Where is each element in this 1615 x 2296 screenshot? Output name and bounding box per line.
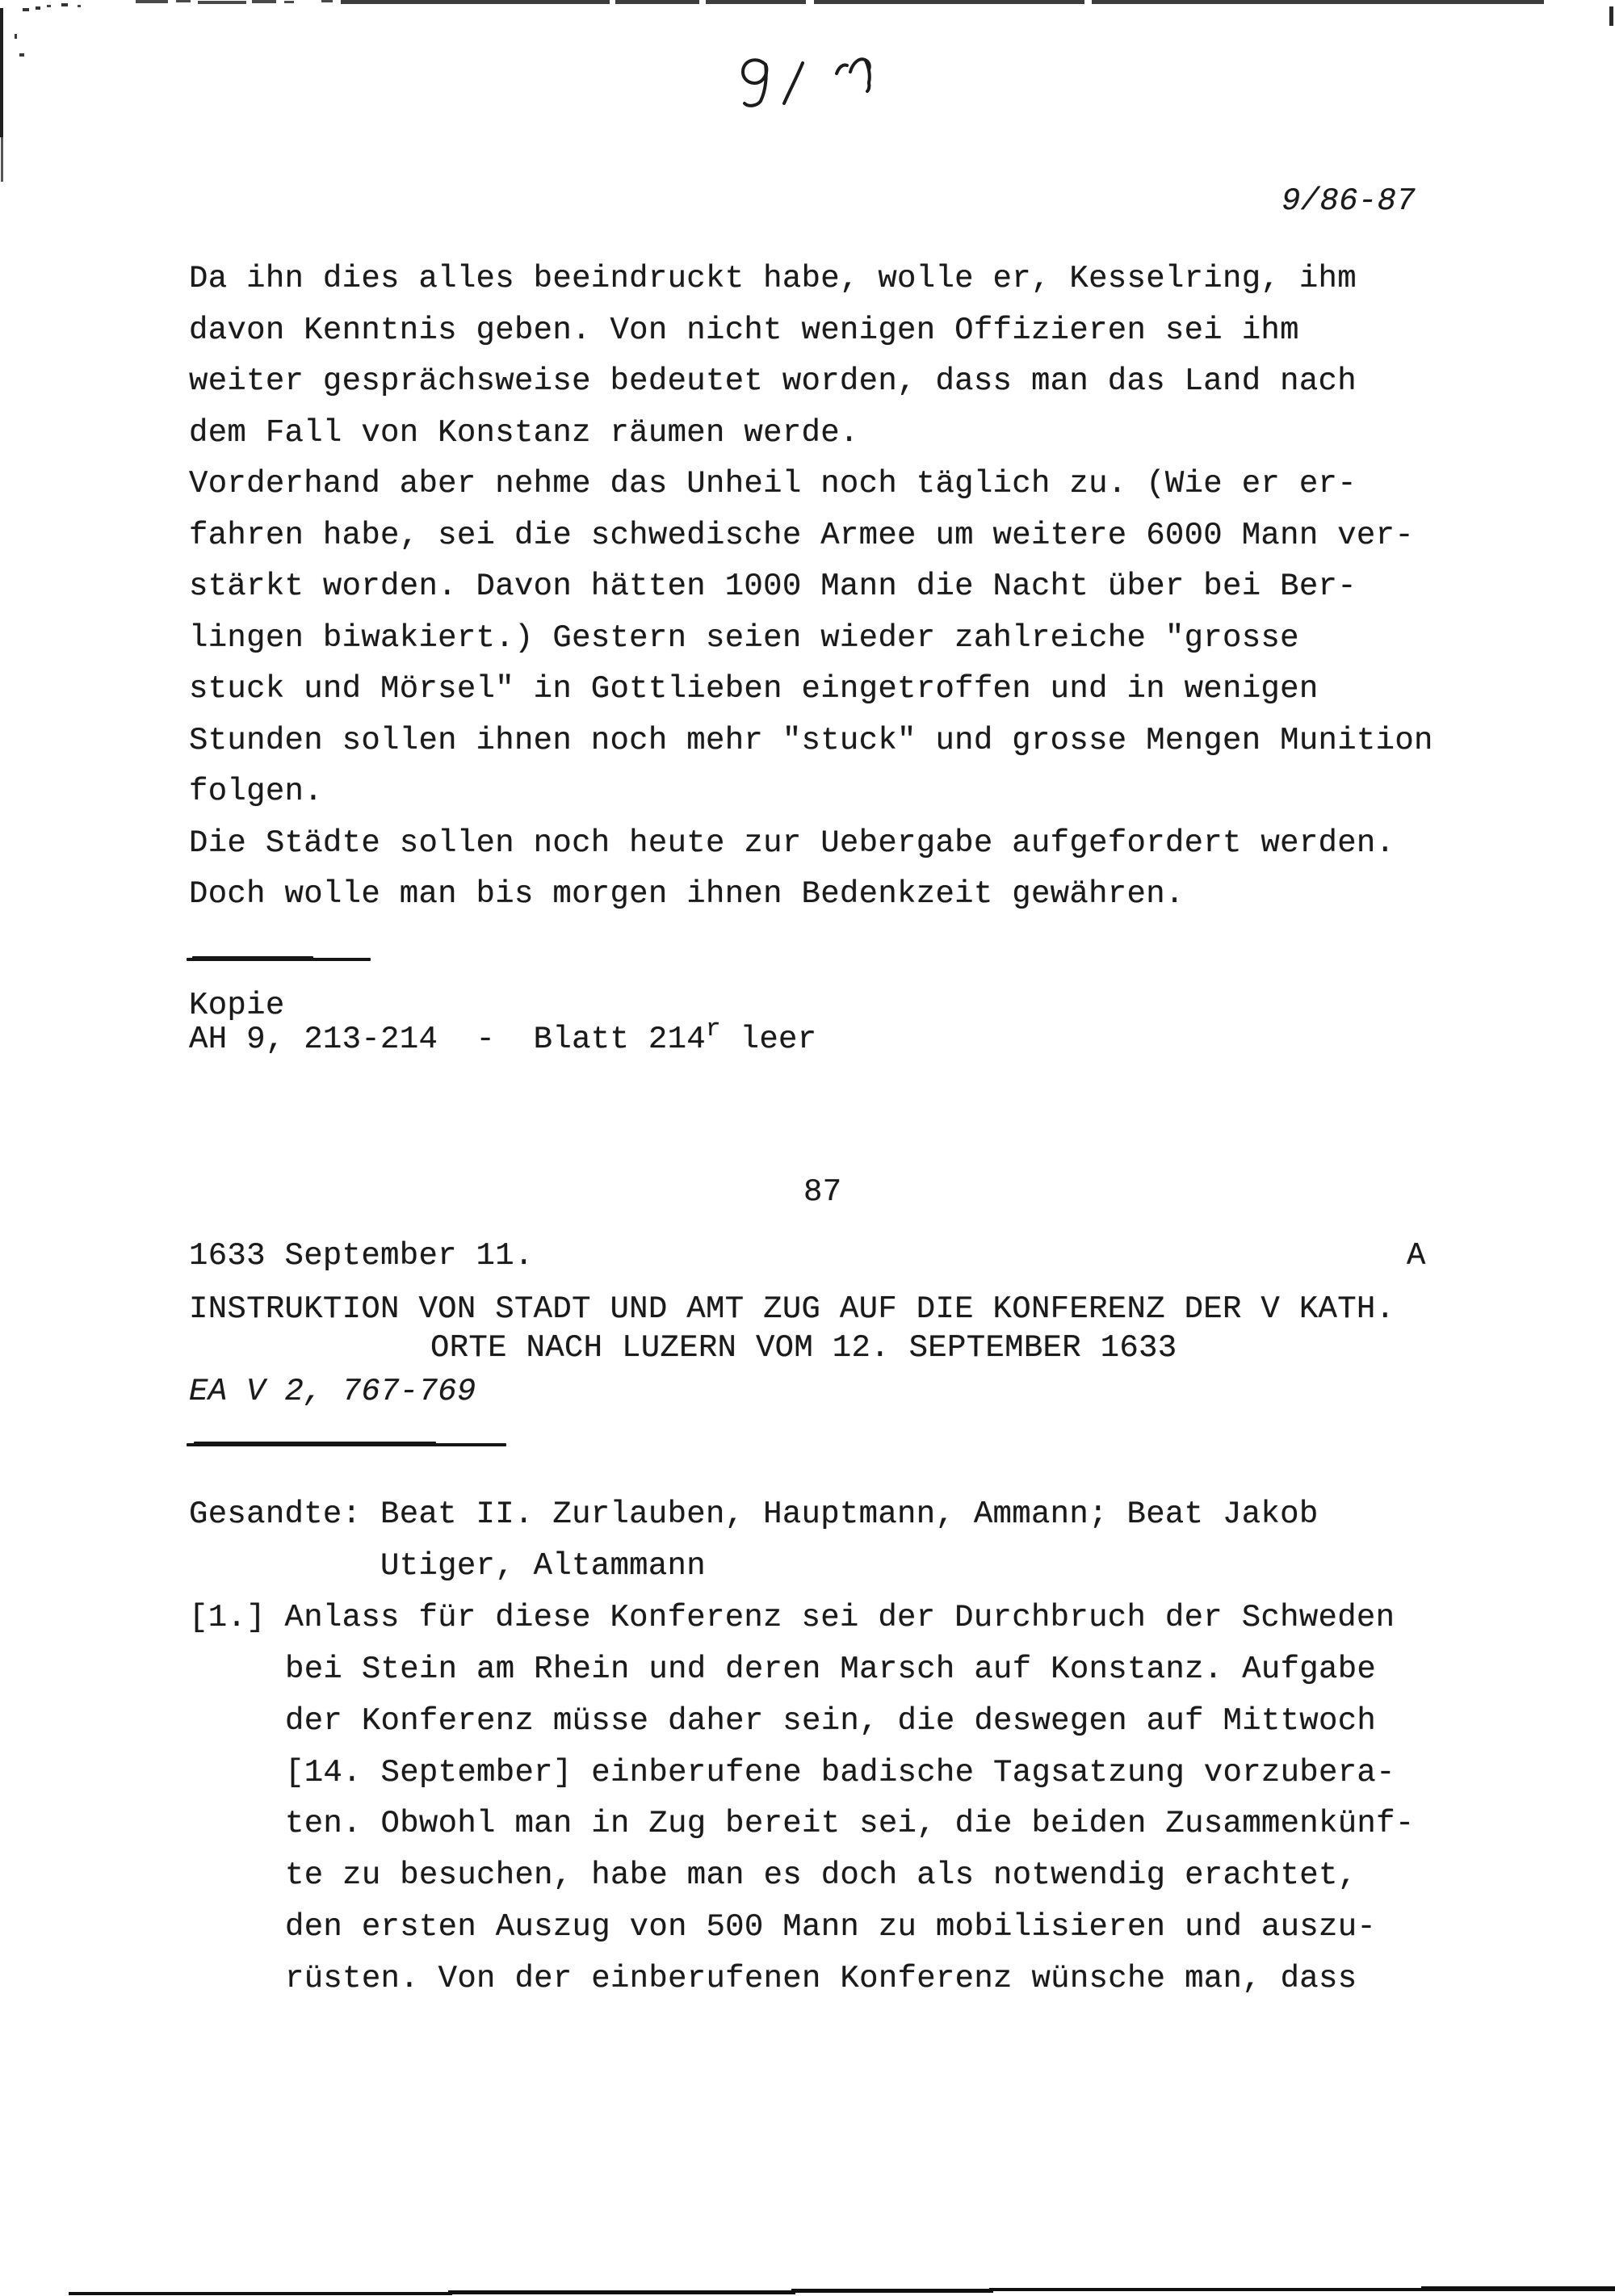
scan-mark xyxy=(791,2289,993,2293)
entry-item1-continuation-line: ten. Obwohl man in Zug bereit sei, die beiden Zusammenkünf- xyxy=(285,1806,1415,1841)
separator-rule-short-overlay xyxy=(192,956,313,959)
entry-source-reference: EA V 2, 767-769 xyxy=(189,1374,476,1409)
entry-item1-continuation-line: [14. September] einberufene badische Tagsatzung vorzubera- xyxy=(285,1755,1395,1790)
source-note-ah-line xyxy=(189,1015,817,1060)
scan-mark xyxy=(1421,2286,1615,2291)
scan-mark xyxy=(284,1,294,3)
body-text-line: stärkt worden. Davon hätten 1000 Mann die Nacht über bei Ber- xyxy=(189,569,1357,604)
scan-mark xyxy=(252,0,276,3)
scan-mark xyxy=(1092,0,1544,4)
entry-item1-first-line: [1.] Anlass für diese Konferenz sei der Durchbruch der Schweden xyxy=(189,1600,1395,1635)
source-note-ah-suffix: leer xyxy=(720,1022,817,1057)
scan-mark xyxy=(1,137,3,182)
scan-mark xyxy=(47,5,51,7)
body-text-line: lingen biwakiert.) Gestern seien wieder zahlreiche "grosse xyxy=(189,620,1299,656)
handwritten-page-number xyxy=(737,53,883,114)
scan-mark xyxy=(36,6,40,10)
body-text-line: Da ihn dies alles beeindruckt habe, wolle er, Kesselring, ihm xyxy=(189,261,1357,296)
scan-mark xyxy=(615,0,699,4)
body-text-line: weiter gesprächsweise bedeutet worden, dass man das Land nach xyxy=(189,363,1357,399)
scan-mark xyxy=(15,34,17,39)
entry-item1-continuation-line: der Konferenz müsse daher sein, die deswegen auf Mittwoch xyxy=(285,1703,1377,1739)
scan-mark xyxy=(989,2288,1425,2291)
body-text-line: Stunden sollen ihnen noch mehr "stuck" und grosse Mengen Munition xyxy=(189,723,1433,758)
body-text-line: stuck und Mörsel" in Gottlieben eingetroffen und in wenigen xyxy=(189,671,1319,707)
entry-item1-continuation-line: den ersten Auszug von 500 Mann zu mobilisieren und auszu- xyxy=(285,1909,1377,1945)
body-text-line: fahren habe, sei die schwedische Armee um weitere 6000 Mann ver- xyxy=(189,518,1415,553)
entry-title-line1: INSTRUKTION VON STADT UND AMT ZUG AUF DIE KONFERENZ DER V KATH. xyxy=(189,1291,1395,1327)
scan-mark xyxy=(136,0,168,3)
body-text-line: davon Kenntnis geben. Von nicht wenigen Offizieren sei ihm xyxy=(189,313,1299,348)
scan-mark xyxy=(19,53,24,57)
scan-mark xyxy=(341,0,404,4)
scan-mark xyxy=(61,3,68,6)
body-text-line: Doch wolle man bis morgen ihnen Bedenkzeit gewähren. xyxy=(189,876,1185,912)
body-text-line: folgen. xyxy=(189,774,323,809)
scan-mark xyxy=(69,2292,452,2295)
source-note-kopie: Kopie xyxy=(189,988,285,1023)
scan-mark xyxy=(78,5,81,7)
scan-mark xyxy=(321,0,333,2)
entry-item1-continuation-line: bei Stein am Rhein und deren Marsch auf Konstanz. Aufgabe xyxy=(285,1652,1377,1687)
scan-mark xyxy=(448,2290,795,2294)
scan-mark xyxy=(404,0,610,4)
body-text-line: Die Städte sollen noch heute zur Uebergabe aufgefordert werden. xyxy=(189,825,1395,861)
scan-mark xyxy=(23,8,29,11)
scan-mark xyxy=(814,0,1084,4)
entry-number: 87 xyxy=(803,1174,842,1210)
scan-mark xyxy=(198,1,246,4)
delegates-line1: Gesandte: Beat II. Zurlauben, Hauptmann, Ammann; Beat Jakob xyxy=(189,1496,1319,1532)
entry-side-letter: A xyxy=(1407,1238,1426,1274)
separator-rule-long-overlay xyxy=(194,1442,436,1444)
entry-item1-continuation-line: rüsten. Von der einberufenen Konferenz wünsche man, dass xyxy=(285,1961,1357,1996)
delegates-line2: Utiger, Altammann xyxy=(380,1548,706,1584)
entry-title-line2: ORTE NACH LUZERN VOM 12. SEPTEMBER 1633 xyxy=(430,1330,1177,1366)
scan-mark xyxy=(176,0,191,2)
page-header-reference: 9/86-87 xyxy=(1282,183,1416,219)
scan-mark xyxy=(706,0,806,4)
entry-date: 1633 September 11. xyxy=(189,1238,534,1274)
scan-mark xyxy=(1609,6,1613,26)
entry-item1-continuation-line: te zu besuchen, habe man es doch als notwendig erachtet, xyxy=(285,1857,1357,1893)
source-note-ah-prefix: AH 9, 213-214 - Blatt 214 xyxy=(189,1022,707,1057)
body-text-line: dem Fall von Konstanz räumen werde. xyxy=(189,415,859,451)
scan-mark xyxy=(0,8,3,137)
body-text-line: Vorderhand aber nehme das Unheil noch täglich zu. (Wie er er- xyxy=(189,466,1357,502)
source-note-ah-superscript: r xyxy=(706,1015,721,1043)
